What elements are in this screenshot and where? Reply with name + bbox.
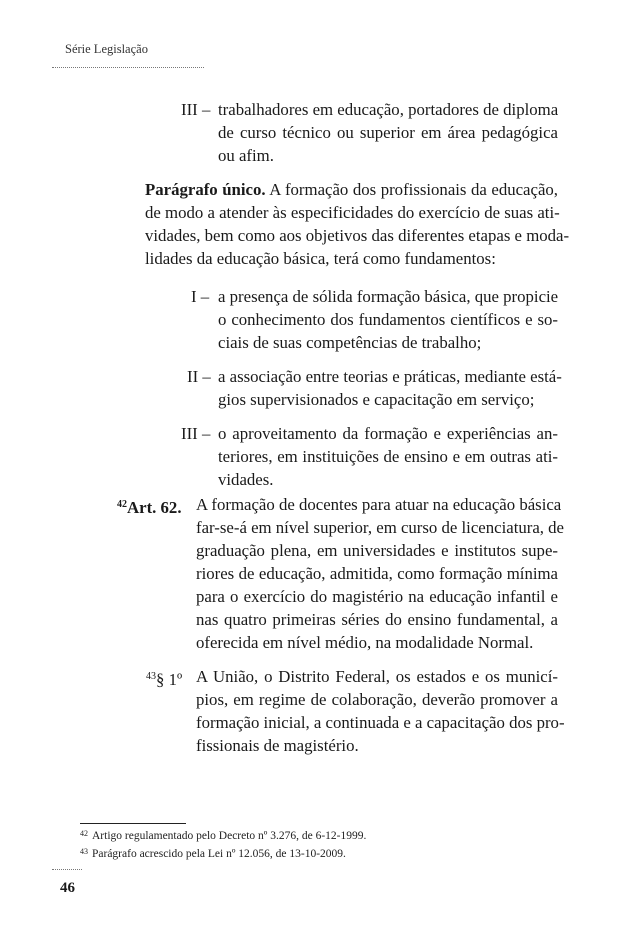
- article-text-line: graduação plena, em universidades e institutos supe-: [196, 541, 558, 560]
- paragrafo-unico-line: lidades da educação básica, terá como fundamentos:: [145, 249, 496, 268]
- item-number: I –: [191, 287, 210, 306]
- item-text-line: a associação entre teorias e práticas, mediante está-: [218, 367, 562, 386]
- article-text-line: far-se-á em nível superior, em curso de licenciatura, de: [196, 518, 565, 537]
- article-text-line: riores de educação, admitida, como formação mínima: [196, 564, 558, 583]
- running-header: Série Legislação: [65, 42, 148, 56]
- item-number: III –: [181, 100, 211, 119]
- article-label: $^{42}$Art. 62.: [117, 498, 182, 517]
- paragraph-text-line: A União, o Distrito Federal, os estados e os municí-: [196, 667, 558, 686]
- article-text-line: oferecida em nível médio, na modalidade Normal.: [196, 633, 534, 652]
- header-divider: [52, 67, 204, 68]
- item-text-line: gios supervisionados e capacitação em serviço;: [218, 390, 535, 409]
- item-text-line: ciais de suas competências de trabalho;: [218, 333, 482, 352]
- item-text-line: o conhecimento dos fundamentos científicos e so-: [218, 310, 558, 329]
- item-number: II –: [187, 367, 211, 386]
- page-number: 46: [60, 880, 75, 896]
- item-text-line: a presença de sólida formação básica, que propicie: [218, 287, 559, 306]
- paragrafo-unico-label: Parágrafo único.: [145, 180, 266, 199]
- footer-divider: [52, 869, 82, 870]
- paragraph-text-line: formação inicial, a continuada e a capacitação dos pro-: [196, 713, 565, 732]
- paragraph-label: $^{43}$§ 1º: [146, 670, 183, 689]
- paragraph-text-line: fissionais de magistério.: [196, 736, 359, 755]
- item-text-line: ou afim.: [218, 146, 274, 165]
- paragrafo-unico-line: vidades, bem como aos objetivos das diferentes etapas e moda-: [145, 226, 570, 245]
- paragrafo-unico-line: de modo a atender às especificidades do exercício de suas ati-: [145, 203, 560, 222]
- item-text-line: vidades.: [218, 470, 274, 489]
- article-text-line: para o exercício do magistério na educação infantil e: [196, 587, 558, 606]
- item-text-line: de curso técnico ou superior em área pedagógica: [218, 123, 558, 142]
- item-text-line: teriores, em instituições de ensino e em outras ati-: [218, 447, 558, 466]
- paragraph-text-line: pios, em regime de colaboração, deverão promover a: [196, 690, 558, 709]
- paragrafo-unico-line: Parágrafo único. A formação dos profissionais da educação,: [145, 180, 558, 199]
- footnote-divider: [80, 823, 186, 824]
- item-text-line: trabalhadores em educação, portadores de diploma: [218, 100, 559, 119]
- item-text-line: o aproveitamento da formação e experiências an-: [218, 424, 558, 443]
- footnote: $^{42}$ Artigo regulamentado pelo Decreto nº 3.276, de 6-12-1999.: [80, 829, 367, 842]
- article-text-line: A formação de docentes para atuar na educação básica: [196, 495, 562, 514]
- footnote-ref: 42: [117, 499, 127, 510]
- footnote: $^{43}$ Parágrafo acrescido pela Lei nº 12.056, de 13-10-2009.: [80, 847, 346, 860]
- article-text-line: nas quatro primeiras séries do ensino fundamental, a: [196, 610, 558, 629]
- item-number: III –: [181, 424, 211, 443]
- footnote-ref: 43: [146, 671, 156, 682]
